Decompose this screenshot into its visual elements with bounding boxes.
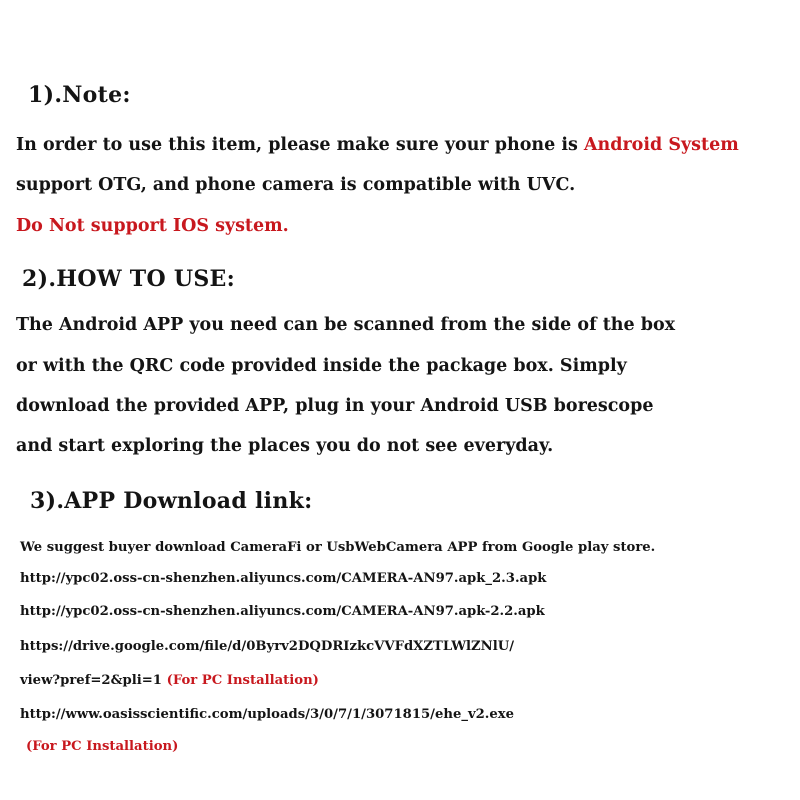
note-heading: 1).Note: — [28, 82, 131, 108]
download-link-3-continued — [20, 673, 319, 688]
how-to-use-line-1: The Android APP you need can be scanned from the side of the box — [16, 315, 676, 335]
pc-installation-note-1: (For PC Installation) — [166, 673, 319, 688]
download-link-3-query[interactable]: view?pref=2&pli=1 — [20, 673, 162, 688]
app-download-heading: 3).APP Download link: — [30, 488, 313, 514]
how-to-use-line-2: or with the QRC code provided inside the package box. Simply — [16, 356, 627, 376]
note-line-1-text: In order to use this item, please make sure your phone is — [16, 135, 584, 155]
note-line-1 — [16, 135, 739, 155]
download-link-1[interactable]: http://ypc02.oss-cn-shenzhen.aliyuncs.com/CAMERA-AN97.apk_2.3.apk — [20, 571, 547, 586]
note-line-2: support OTG, and phone camera is compatible with UVC. — [16, 175, 576, 195]
android-system-highlight: Android System — [583, 135, 739, 155]
download-link-3[interactable]: https://drive.google.com/file/d/0Byrv2DQDRIzkcVVFdXZTLWlZNlU/ — [20, 639, 515, 654]
download-link-4[interactable]: http://www.oasisscientific.com/uploads/3/0/7/1/3071815/ehe_v2.exe — [20, 707, 515, 722]
pc-installation-note-2: (For PC Installation) — [26, 739, 179, 754]
how-to-use-heading: 2).HOW TO USE: — [22, 266, 236, 292]
how-to-use-line-3: download the provided APP, plug in your Android USB borescope — [16, 396, 654, 416]
ios-warning: Do Not support IOS system. — [16, 216, 289, 236]
app-suggestion: We suggest buyer download CameraFi or UsbWebCamera APP from Google play store. — [20, 540, 656, 555]
download-link-2[interactable]: http://ypc02.oss-cn-shenzhen.aliyuncs.com/CAMERA-AN97.apk-2.2.apk — [20, 604, 545, 619]
how-to-use-line-4: and start exploring the places you do not see everyday. — [16, 436, 554, 456]
